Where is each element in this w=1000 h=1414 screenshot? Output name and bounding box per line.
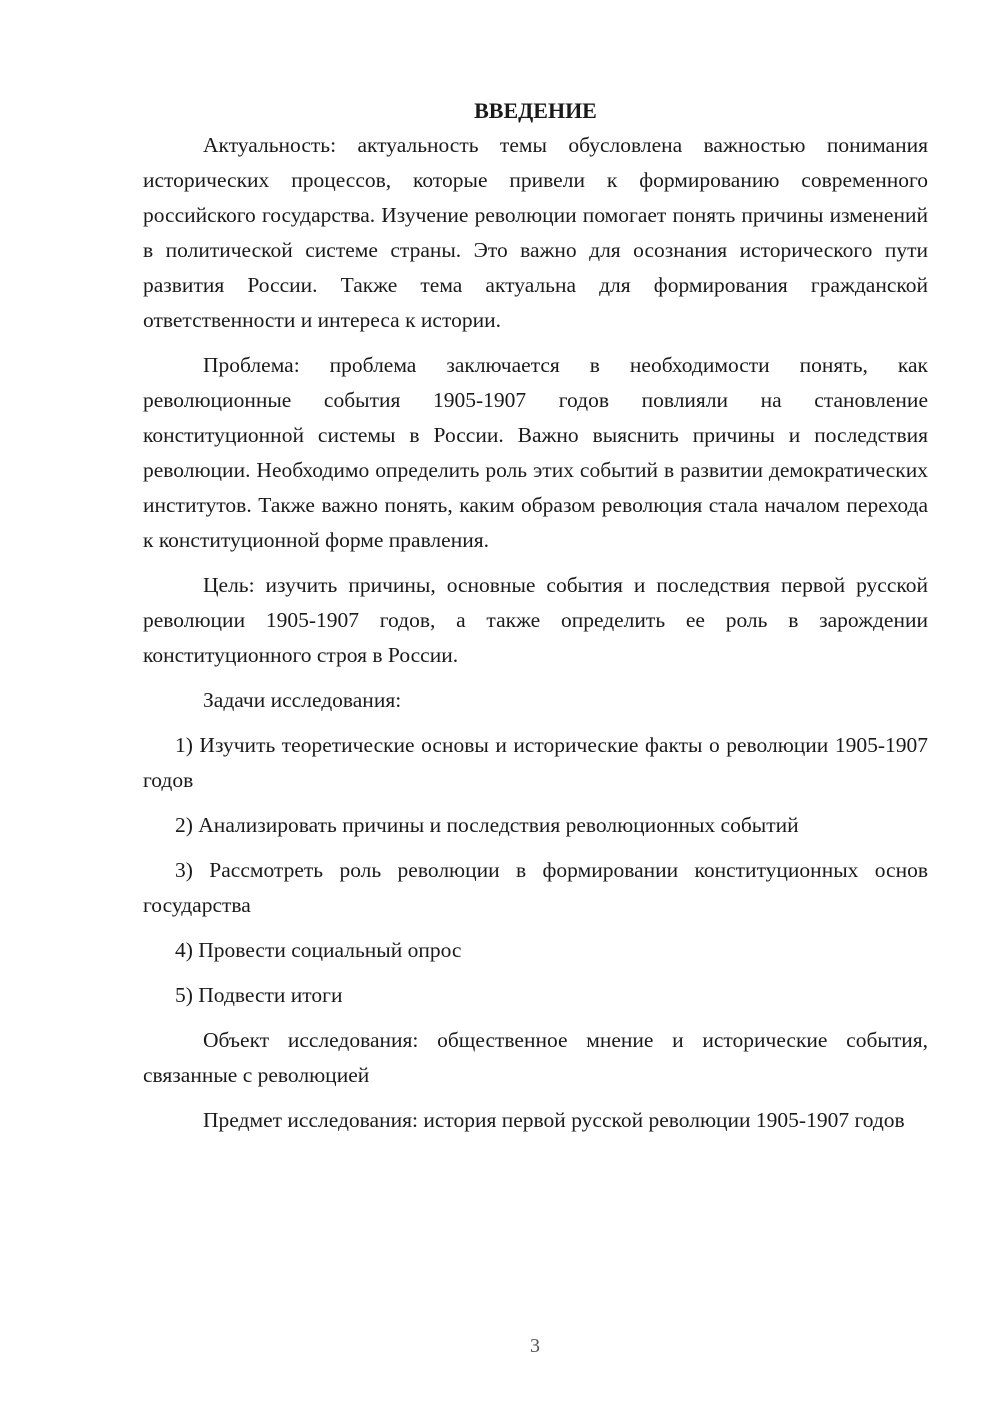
- list-item: 3) Рассмотреть роль революции в формировании конституционных основ государства: [143, 858, 928, 917]
- relevance-paragraph: Актуальность: актуальность темы обусловлена важностью понимания исторических процессов, которые привели к формированию современного российского государства. Изучение революции помогает понять причины изменений в политической системе страны. Это важно для осознания исторического пути развития России. Также тема актуальна для формирования гражданской ответственности и интереса к истории.: [143, 133, 928, 332]
- problem-paragraph: Проблема: проблема заключается в необходимости понять, как революционные события 1905-1907 годов повлияли на становление конституционной системы в России. Важно выяснить причины и последствия революции. Необходимо определить роль этих событий в развитии демократических институтов. Также важно понять, каким образом революция стала началом перехода к конституционной форме правления.: [143, 353, 928, 552]
- page-number: 3: [530, 1335, 540, 1357]
- list-item: 1) Изучить теоретические основы и исторические факты о революции 1905-1907 годов: [143, 733, 928, 792]
- tasks-heading: Задачи исследования:: [203, 688, 402, 712]
- list-item: 5) Подвести итоги: [175, 983, 343, 1007]
- list-item: 2) Анализировать причины и последствия революционных событий: [175, 813, 799, 837]
- list-item: 4) Провести социальный опрос: [175, 938, 462, 962]
- tasks-list: [143, 728, 928, 1013]
- document-body: [143, 96, 928, 1148]
- object-paragraph: Объект исследования: общественное мнение и исторические события, связанные с революцией: [143, 1028, 928, 1087]
- goal-paragraph: Цель: изучить причины, основные события и последствия первой русской революции 1905-1907 годов, а также определить ее роль в зарождении конституционного строя в России.: [143, 573, 928, 667]
- subject-paragraph: Предмет исследования: история первой русской революции 1905-1907 годов: [203, 1108, 905, 1132]
- page-title: ВВЕДЕНИЕ: [474, 98, 597, 123]
